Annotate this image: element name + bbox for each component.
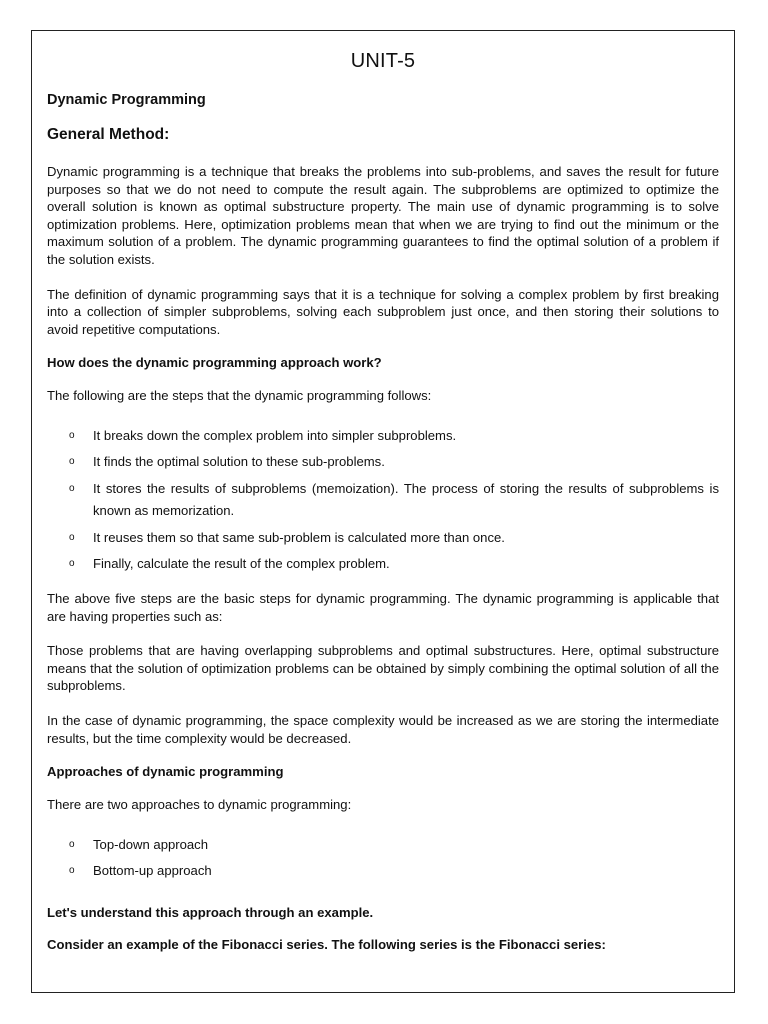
unit-title: UNIT-5: [350, 50, 416, 72]
list-item-text: Bottom-up approach: [93, 863, 212, 879]
bullet-icon: o: [69, 838, 75, 850]
approaches-heading: Approaches of dynamic programming: [47, 764, 284, 780]
steps-list: [47, 425, 719, 576]
list-item-text: It finds the optimal solution to these sub-problems.: [93, 454, 385, 470]
list-item: [47, 425, 719, 448]
how-it-works-heading: How does the dynamic programming approach work?: [47, 355, 382, 371]
approaches-intro: There are two approaches to dynamic programming:: [47, 797, 352, 813]
list-item: [47, 553, 719, 576]
bullet-icon: o: [69, 456, 75, 468]
paragraph-five-steps: The above five steps are the basic steps for dynamic programming. The dynamic programming is applicable that are having properties such as:: [47, 590, 719, 624]
list-item-text: It stores the results of subproblems (memoization). The process of storing the results of subproblems is known as memorization.: [93, 480, 719, 519]
list-item: [47, 527, 719, 550]
example-intro: Let's understand this approach through an example.: [47, 904, 374, 920]
paragraph-definition: The definition of dynamic programming says that it is a technique for solving a complex problem by first breaking into a collection of simpler subproblems, solving each subproblem just once, and then storing their solutions to avoid repetitive computations.: [47, 286, 719, 337]
list-item: [47, 860, 719, 883]
bullet-icon: o: [69, 558, 75, 570]
list-item-text: It breaks down the complex problem into simpler subproblems.: [93, 427, 457, 443]
paragraph-intro: Dynamic programming is a technique that breaks the problems into sub-problems, and saves the result for future purposes so that we do not need to compute the result again. The subproblems are optimized to optimize the overall solution is known as optimal substructure property. The main use of dynamic programming is to solve optimization problems. Here, optimization problems mean that when we are trying to find out the minimum or the maximum solution of a problem. The dynamic programming guarantees to find the optimal solution of a problem if the solution exists.: [47, 164, 719, 267]
fibonacci-intro: Consider an example of the Fibonacci series. The following series is the Fibonacci series:: [47, 936, 606, 952]
list-item-text: It reuses them so that same sub-problem is calculated more than once.: [93, 529, 505, 545]
list-item-text: Finally, calculate the result of the complex problem.: [93, 556, 390, 572]
list-item: [47, 478, 719, 523]
paragraph-complexity: In the case of dynamic programming, the space complexity would be increased as we are storing the intermediate results, but the time complexity would be decreased.: [47, 712, 719, 746]
list-item-text: Top-down approach: [93, 836, 209, 852]
general-method-heading: General Method:: [47, 126, 170, 143]
document-content: [47, 50, 719, 969]
paragraph-overlapping: Those problems that are having overlapping subproblems and optimal substructures. Here, optimal substructure means that the solution of optimization problems can be obtained by simply combining the optimal solution of all the subproblems.: [47, 643, 719, 694]
section-heading: Dynamic Programming: [47, 92, 206, 108]
bullet-icon: o: [69, 429, 75, 441]
bullet-icon: o: [69, 865, 75, 877]
approaches-list: [47, 834, 719, 883]
steps-intro: The following are the steps that the dynamic programming follows:: [47, 388, 432, 404]
list-item: [47, 451, 719, 474]
list-item: [47, 834, 719, 857]
bullet-icon: o: [69, 482, 75, 494]
bullet-icon: o: [69, 531, 75, 543]
